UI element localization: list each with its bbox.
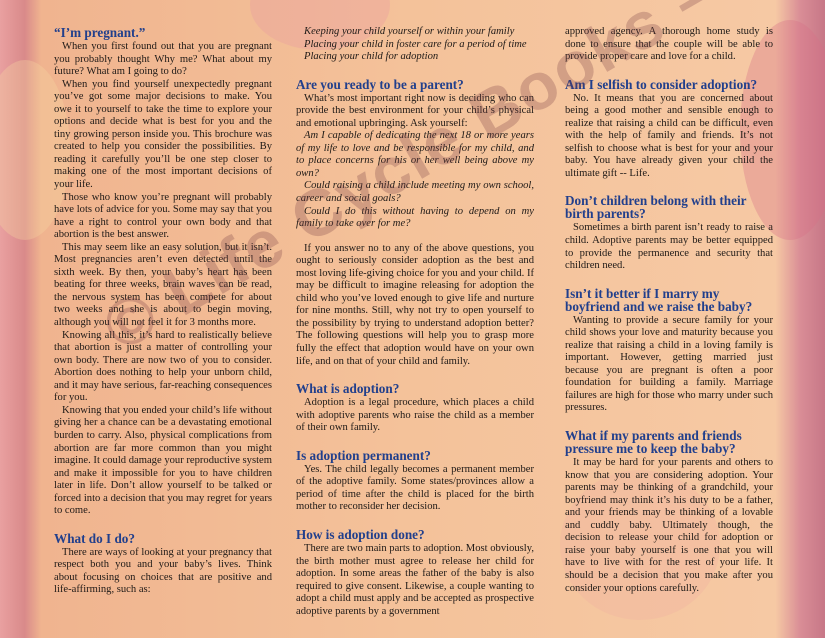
paragraph: This may seem like an easy solution, but it isn’t. Most pregnancies aren’t even detected until the sixth week. By then, your baby’s heart has been beating for three weeks, brain waves can be read, the nervous system has been compete for about two weeks and she is about to begin moving, although you will not feel it for 3 months more. [54,241,272,329]
paragraph: Sometimes a birth parent isn’t ready to raise a child. Adoptive parents may be better equipped to provide the permanence and security that children need. [565,222,773,272]
paragraph: Wanting to provide a secure family for your child shows your love and maturity because you realize that raising a child in a loving family is important. However, getting married just because you are pregnant is often a poor foundation for building a family. Marriage failures are high for those who marry under such pressures. [565,314,773,414]
heading-how-adoption-done: How is adoption done? [296,526,425,542]
paragraph: Knowing that you ended your child’s life without giving her a chance can be a devastating emotional burden to carry. Also, physical complications from abortion are far more common than you might imagine. It could damage your reproductive system and make it impossible for you to have children later in life. Don’t allow yourself to be talked or forced into a decision that you may regret for years to come. [54,404,272,517]
heading-marry-boyfriend: Isn’t it better if I marry my boyfriend and we raise the baby? [565,285,753,314]
question-item: Could I do this without having to depend on my family to take over for me? [296,205,534,230]
heading-birth-parents: Don’t children belong with their birth parents? [565,193,747,222]
paragraph: If you answer no to any of the above questions, you ought to seriously consider adoption as the best and most loving life-giving choice for you and your child. If may be difficult to imagine releasing for adoption the child who you’ve loved enough to give life and nurture for nine months. Still, why not try to open yourself to the possibility by trying to understand adoption better? The following questions will help you to grasp more fully the effect that adoption would have on your own life, and on that of your child and family. [296,242,534,367]
heading-what-is-adoption: What is adoption? [296,381,400,397]
paragraph: No. It means that you are concerned about being a good mother and sensible enough to realize that raising a child can be difficult, even with the help of family and friends. It’s not selfish to choose what is best for your and your baby. You have already given your child the ultimate gift -- Life. [565,92,773,179]
heading-parents-pressure: What if my parents and friends pressure me to keep the baby? [565,428,742,457]
column-3 [565,26,773,595]
heading-pregnant: “I’m pregnant.” [54,25,146,40]
paragraph: Knowing all this, it’s hard to realistically believe that abortion is just a matter of controlling your own body. There are now two of you to consider. Abortion does nothing to help your unborn child, and it may have serious, far-reaching consequences for you. [54,329,272,404]
question-item: Am I capable of dedicating the next 18 or more years of my life to love and be responsible for my child, and to place concerns for his or her well being above my own? [296,130,534,179]
paragraph: What’s most important right now is deciding who can provide the best environment for your child’s physical and emotional upbringing. Ask yourself: [296,92,534,129]
paragraph: approved agency. A thorough home study is done to ensure that the couple will be able to provide proper care and love for a child. [565,26,773,63]
paragraph: Those who know you’re pregnant will probably have lots of advice for you. Some may say that you have a right to control your own body and that abortion is the best answer. [54,191,272,241]
paragraph: Adoption is a legal procedure, which places a child with adoptive parents who raise the child as a member of their own family. [296,397,534,434]
question-item: Could raising a child include meeting my own school, career and social goals? [296,180,534,205]
paragraph: When you find yourself unexpectedly pregnant you’ve got some major decisions to make. You owe it to yourself to take the time to explore your options and decide what is best for you and the tiny growing person inside you. This brochure was created to help you consider the possibilities. By reading it carefully you’ll be one step closer to making one of the most important decisions of your life. [54,78,272,191]
option-item: Keeping your child yourself or within your family [304,26,515,37]
option-item: Placing your child in foster care for a period of time [304,38,527,50]
paragraph: There are ways of looking at your pregnancy that respect both you and your baby’s lives. Think about focusing on choices that are positive and life-affirming, such as: [54,546,272,596]
heading-what-do-i-do: What do I do? [54,530,135,546]
paragraph: When you first found out that you are pregnant you probably thought Why me? What about my future? What am I going to do? [54,41,272,78]
heading-adoption-permanent: Is adoption permanent? [296,447,431,463]
paragraph: There are two main parts to adoption. Most obviously, the birth mother must agree to release her child for adoption. In some areas the father of the baby is also required to give consent. Likewise, a couple wanting to adopt a child must apply and be accepted as prospective adoptive parents by a government [296,542,534,617]
column-2 [296,26,534,618]
option-item: Placing your child for adoption [304,51,439,63]
heading-ready-parent: Are you ready to be a parent? [296,76,464,92]
paragraph: It may be hard for your parents and others to know that you are considering adoption. Your parents may be thinking of a grandchild, your boyfriend may think it’s his duty to be a father, and your friends may be thinking of a lovable and cuddly baby. Ultimately though, the decision to release your child for adoption or raise your baby yourself is one that you will have to live with for the rest of your life. It should be a decision that you make after you consider your options carefully. [565,457,773,594]
heading-selfish: Am I selfish to consider adoption? [565,76,758,92]
paragraph: Yes. The child legally becomes a permanent member of the adoptive family. Some states/provinces allow a period of time after the child is placed for the birth mother to reconsider her decision. [296,463,534,513]
column-1 [54,26,272,597]
